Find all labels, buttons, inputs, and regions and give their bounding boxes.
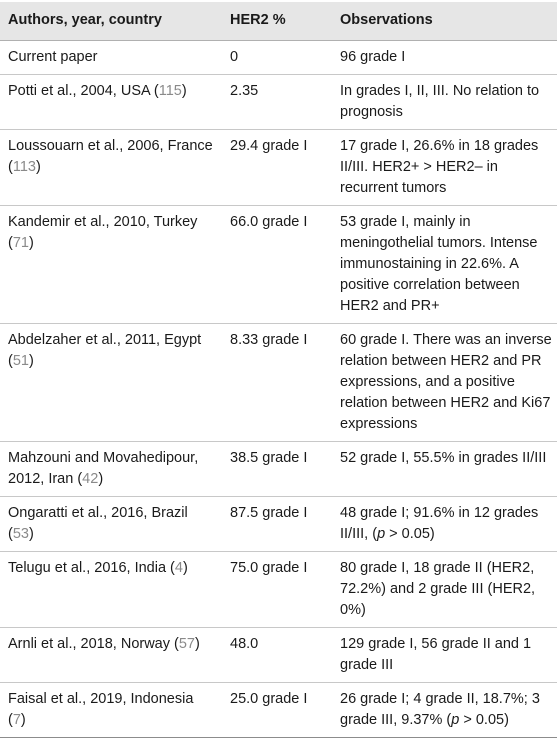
author-suffix: ) xyxy=(35,159,41,175)
header-authors: Authors, year, country xyxy=(8,12,162,28)
author-text: Loussouarn et al., 2006, France ( xyxy=(8,138,213,175)
table-header-row xyxy=(0,2,557,41)
reference-number: 51 xyxy=(12,353,29,369)
cell-observations: 80 grade I, 18 grade II (HER2, 72.2%) and 2 grade III (HER2, 0%) xyxy=(340,560,536,618)
cell-her2: 29.4 grade I xyxy=(230,138,308,154)
reference-number: 71 xyxy=(12,235,29,251)
cell-observations: 48 grade I; 91.6% in 12 grades II/III, (p > 0.05) xyxy=(340,505,539,542)
cell-author xyxy=(0,683,218,737)
table-row xyxy=(0,552,557,628)
author-text: Faisal et al., 2019, Indonesia ( xyxy=(8,691,194,728)
table-row xyxy=(0,497,557,552)
cell-author xyxy=(0,206,218,323)
author-text: Mahzouni and Movahedipour, 2012, Iran ( xyxy=(8,450,199,487)
reference-number: 115 xyxy=(158,83,182,99)
author-text: Current paper xyxy=(8,49,98,65)
table-row xyxy=(0,41,557,75)
author-suffix: ) xyxy=(28,235,34,251)
cell-her2: 48.0 xyxy=(230,636,259,652)
author-suffix: ) xyxy=(195,636,200,652)
cell-her2: 75.0 grade I xyxy=(230,560,308,576)
cell-observations: 52 grade I, 55.5% in grades II/III xyxy=(340,450,547,466)
cell-observations: 60 grade I. There was an inverse relation between HER2 and PR expressions, and a positive relation between HER2 and Ki67 expressions xyxy=(340,332,552,432)
cell-observations: 96 grade I xyxy=(340,49,406,65)
table-body xyxy=(0,41,557,738)
cell-her2: 87.5 grade I xyxy=(230,505,308,521)
table-row xyxy=(0,683,557,738)
cell-her2: 66.0 grade I xyxy=(230,214,308,230)
header-observations: Observations xyxy=(340,12,433,28)
reference-number: 7 xyxy=(12,712,21,728)
cell-author xyxy=(0,628,218,682)
table-row xyxy=(0,206,557,324)
cell-observations: 129 grade I, 56 grade II and 1 grade III xyxy=(340,636,532,673)
table-row xyxy=(0,442,557,497)
author-suffix: ) xyxy=(28,526,34,542)
table-row xyxy=(0,324,557,442)
author-suffix: ) xyxy=(182,560,188,576)
reference-number: 53 xyxy=(12,526,29,542)
cell-observations: 26 grade I; 4 grade II, 18.7%; 3 grade III, 9.37% (p > 0.05) xyxy=(340,691,540,728)
author-suffix: ) xyxy=(181,83,187,99)
cell-her2: 2.35 xyxy=(230,83,259,99)
cell-observations: In grades I, II, III. No relation to prognosis xyxy=(340,83,540,120)
author-text: Abdelzaher et al., 2011, Egypt ( xyxy=(8,332,202,369)
author-suffix: ) xyxy=(20,712,26,728)
cell-her2: 8.33 grade I xyxy=(230,332,308,348)
cell-her2: 38.5 grade I xyxy=(230,450,308,466)
cell-her2: 25.0 grade I xyxy=(230,691,308,707)
cell-author xyxy=(0,442,218,496)
cell-author xyxy=(0,324,218,441)
header-her2: HER2 % xyxy=(230,12,286,28)
author-text: Ongaratti et al., 2016, Brazil ( xyxy=(8,505,188,542)
table-row xyxy=(0,130,557,206)
cell-observations: 17 grade I, 26.6% in 18 grades II/III. HER2+ > HER2– in recurrent tumors xyxy=(340,138,539,196)
reference-number: 42 xyxy=(82,471,99,487)
author-text: Kandemir et al., 2010, Turkey ( xyxy=(8,214,198,251)
author-suffix: ) xyxy=(28,353,34,369)
author-text: Telugu et al., 2016, India ( xyxy=(8,560,175,576)
table-row xyxy=(0,628,557,683)
cell-author xyxy=(0,130,218,205)
cell-author xyxy=(0,41,218,74)
p-value-symbol: p xyxy=(451,712,460,728)
author-text: Arnli et al., 2018, Norway ( xyxy=(8,636,179,652)
cell-her2: 0 xyxy=(230,49,239,65)
cell-author xyxy=(0,497,218,551)
cell-author xyxy=(0,75,218,129)
author-suffix: ) xyxy=(98,471,104,487)
cell-observations: 53 grade I, mainly in meningothelial tumors. Intense immunostaining in 22.6%. A positive correlation between HER2 and PR+ xyxy=(340,214,538,314)
author-text: Potti et al., 2004, USA ( xyxy=(8,83,159,99)
p-value-symbol: p xyxy=(377,526,386,542)
table-row xyxy=(0,75,557,130)
reference-number: 57 xyxy=(178,636,195,652)
reference-number: 4 xyxy=(174,560,183,576)
cell-author xyxy=(0,552,218,627)
reference-number: 113 xyxy=(12,159,36,175)
